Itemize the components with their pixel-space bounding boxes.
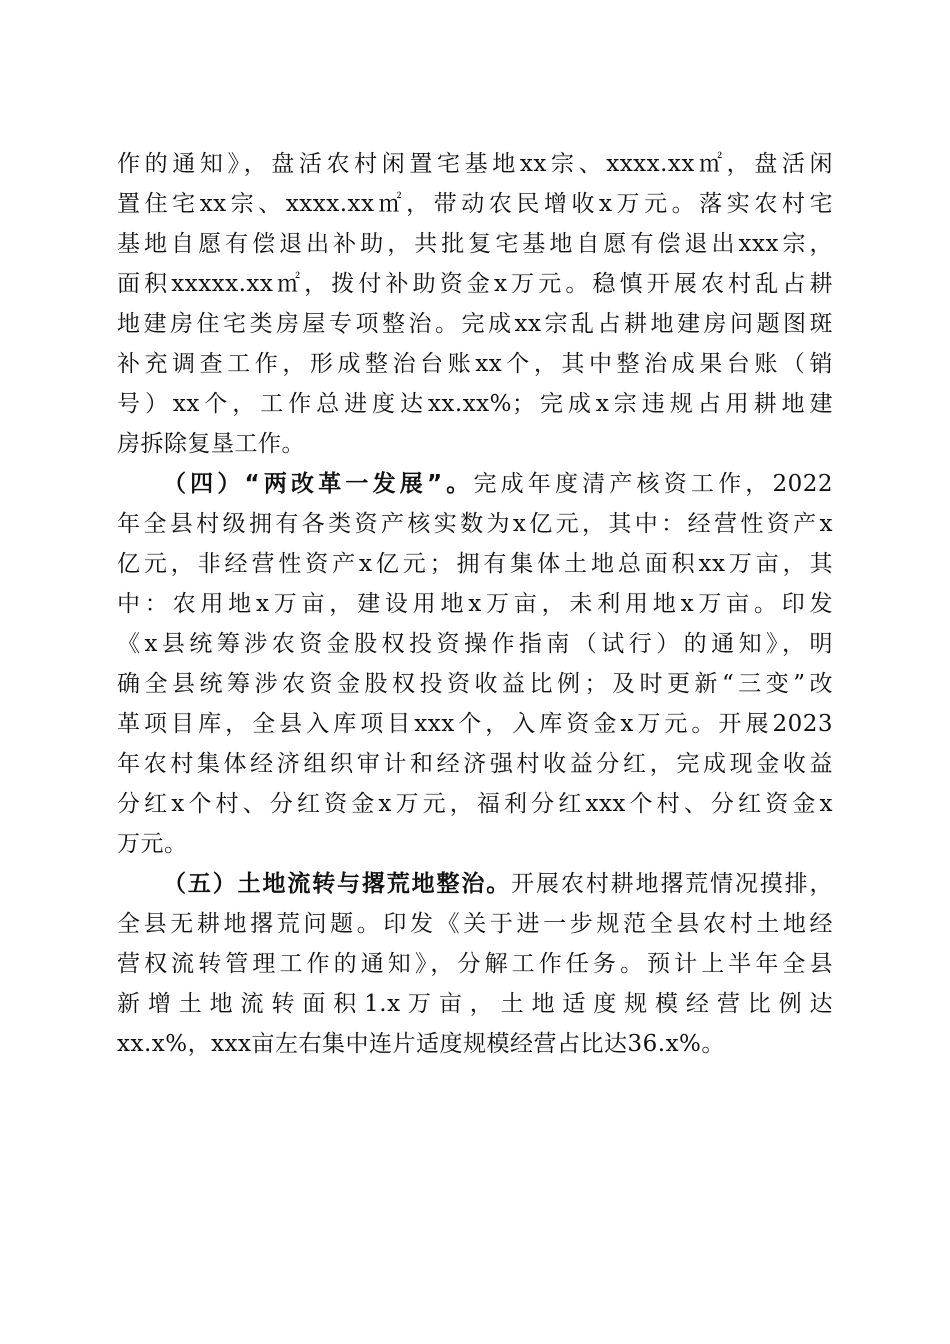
paragraph-homestead: [117, 144, 833, 464]
text-line: 年农村集体经济组织审计和经济强村收益分红，完成现金收益: [117, 751, 833, 777]
paragraph-section-four: [117, 464, 833, 864]
text-line: 全县无耕地撂荒问题。印发《关于进一步规范全县农村土地经: [117, 911, 833, 937]
text-line: 营权流转管理工作的通知》，分解工作任务。预计上半年全县: [117, 951, 833, 977]
text-line: 补充调查工作，形成整治台账xx个，其中整治成果台账（销: [117, 351, 833, 377]
text-line: 中：农用地x万亩，建设用地x万亩，未利用地x万亩。印发: [117, 591, 833, 617]
paragraph-section-five: [117, 864, 833, 1064]
document-page: [117, 144, 833, 1064]
text-line: 年全县村级拥有各类资产核实数为x亿元，其中：经营性资产x: [117, 511, 833, 537]
text-line: 万元。: [117, 831, 188, 857]
text-line: 面积xxxxx.xx㎡，拨付补助资金x万元。稳慎开展农村乱占耕: [117, 271, 833, 297]
text-line: 作的通知》，盘活农村闲置宅基地xx宗、xxxx.xx㎡，盘活闲: [117, 151, 833, 177]
section-first-text: 完成年度清产核资工作，2022: [473, 471, 833, 497]
section-first-line: [117, 864, 833, 904]
text-line: 置住宅xx宗、xxxx.xx㎡，带动农民增收x万元。落实农村宅: [117, 191, 833, 217]
section-heading: （四）“两改革一发展”。: [163, 471, 474, 497]
text-line: 号）xx个，工作总进度达xx.xx%；完成x宗违规占用耕地建: [117, 391, 833, 417]
section-first-text: 开展农村耕地撂荒情况摸排，: [511, 871, 834, 897]
section-first-line: [117, 464, 833, 504]
text-line: 地建房住宅类房屋专项整治。完成xx宗乱占耕地建房问题图斑: [117, 311, 833, 337]
text-line: 革项目库，全县入库项目xxx个，入库资金x万元。开展2023: [117, 711, 833, 737]
text-line: 房拆除复垦工作。: [117, 431, 305, 457]
text-line: 《x县统筹涉农资金股权投资操作指南（试行）的通知》，明: [117, 631, 833, 657]
text-line: xx.x%，xxx亩左右集中连片适度规模经营占比达36.x%。: [117, 1031, 725, 1057]
text-line: 亿元，非经营性资产x亿元；拥有集体土地总面积xx万亩，其: [117, 551, 833, 577]
text-line: 分红x个村、分红资金x万元，福利分红xxx个村、分红资金x: [117, 791, 833, 817]
text-line: 确全县统筹涉农资金股权投资收益比例；及时更新“三变”改: [117, 671, 833, 697]
text-line: 新增土地流转面积1.x万亩，土地适度规模经营比例达: [117, 991, 833, 1017]
section-heading: （五）土地流转与撂荒地整治。: [163, 871, 512, 897]
text-line: 基地自愿有偿退出补助，共批复宅基地自愿有偿退出xxx宗，: [117, 231, 833, 257]
